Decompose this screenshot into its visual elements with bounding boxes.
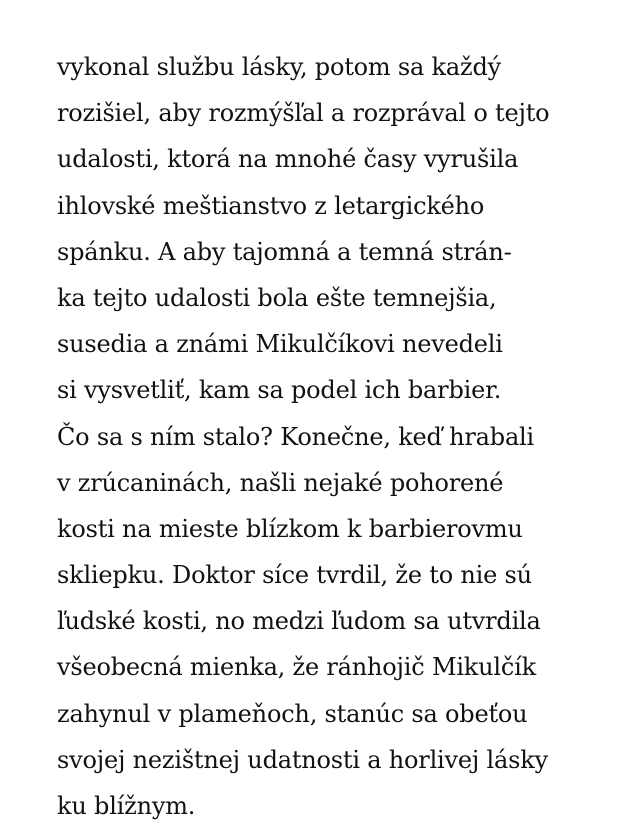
body-text	[57, 44, 617, 829]
text-line: vykonal službu lásky, potom sa každý	[57, 53, 501, 81]
text-line: svojej nezištnej udatnosti a horlivej lásky	[57, 745, 548, 774]
text-line: udalosti, ktorá na mnohé časy vyrušila	[57, 145, 519, 174]
text-line: si vysvetliť, kam sa podel ich barbier.	[57, 376, 502, 405]
text-line: Čo sa s ním stalo? Konečne, keď hrabali	[57, 422, 535, 451]
text-line: susedia a známi Mikulčíkovi nevedeli	[57, 330, 503, 359]
text-line: skliepku. Doktor síce tvrdil, že to nie sú	[57, 561, 532, 590]
text-line: rozišiel, aby rozmýšľal a rozprával o tejto	[57, 99, 550, 128]
text-line: ka tejto udalosti bola ešte temnejšia,	[57, 283, 497, 312]
text-line: kosti na mieste blízkom k barbierovmu	[57, 514, 523, 543]
text-line: ľudské kosti, no medzi ľudom sa utvrdila	[57, 607, 541, 636]
text-line: všeobecná mienka, že ránhojič Mikulčík	[57, 653, 536, 682]
text-line: v zrúcaninách, našli nejaké pohorené	[57, 468, 504, 497]
text-line: zahynul v plameňoch, stanúc sa obeťou	[57, 699, 528, 728]
text-line: ku blížnym.	[57, 792, 196, 820]
text-line: spánku. A aby tajomná a temná strán-	[57, 237, 512, 266]
text-line: ihlovské meštianstvo z letargického	[57, 191, 485, 220]
